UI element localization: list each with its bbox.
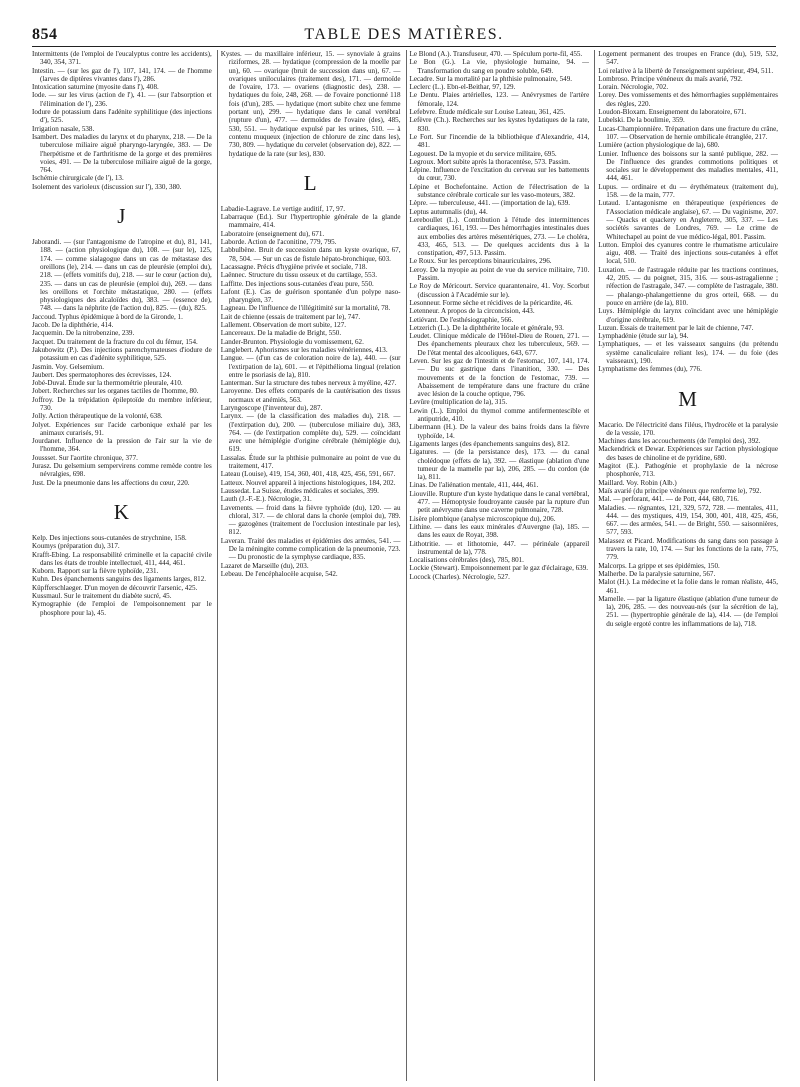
index-entry: Kystes. — du maxillaire inférieur, 15. — synoviale à grains riziformes, 28. — hydatique (compression de la moelle par un), 60. — ovarique (bruit de succession dans un), 67. — ovariques uniloculaires (traitement des), 171. — dermoïde de l'ovaire, 173. — ovariens (diagnostic des), 238. — hydatiques du foie, 248, 268. — de l'ovaire ponctionné 118 fois (d'un), 285. — hydatique (mort subite chez une femme portant un), 299. — hydatique dans le canal vertébral (rupture d'un), 477. — dermoïdes de l'ovaire (des), 485, 530, 551. — hydatique expulsé par les urines, 510. — à contenu muqueux (injection de chlorure de zinc dans les), 730, 809. — hydatique du cervelet (observation de), 822. — hydatique de la rate (sur les), 830. bbox=[220, 50, 401, 158]
index-entry: Just. De la pneumonie dans les affections du cœur, 220. bbox=[32, 478, 190, 487]
index-entry: Langlebert. Aphorismes sur les maladies vénériennes, 413. bbox=[220, 345, 388, 354]
index-entry: Lait de chienne (essais de traitement par le), 747. bbox=[220, 312, 361, 321]
index-entry: Letiévant. De l'esthésiographie, 566. bbox=[409, 315, 514, 324]
index-entry: Legouest. De la myopie et du service militaire, 695. bbox=[409, 149, 557, 158]
index-entry: Lunier. Influence des boissons sur la santé publique, 282. — De l'influence des grandes commotions politiques et sociales sur le développement des maladies mentales, 411, 444, 461. bbox=[598, 149, 778, 183]
index-entry: Lefebvre. Étude médicale sur Louise Lateau, 361, 425. bbox=[409, 108, 566, 117]
section-letter: M bbox=[678, 386, 698, 411]
index-entry: Leudet. Clinique médicale de l'Hôtel-Dieu de Rouen, 271. — Des épanchements pleuraux chez les tuberculeux, 569. — De l'état mental des alcooliques, 643, 677. bbox=[409, 332, 590, 357]
index-entry: Lisère plombique (analyse microscopique du), 206. bbox=[409, 514, 556, 523]
index-entry: Lépine et Bochefontaine. Action de l'électrisation de la substance cérébrale corticale sur les vaso-moteurs, 382. bbox=[409, 182, 590, 200]
index-entry: Leroy. De la myopie au point de vue du service militaire, 710. Passim. bbox=[409, 265, 590, 283]
index-columns bbox=[32, 50, 778, 1081]
index-entry: Lazaret de Marseille (du), 203. bbox=[220, 561, 309, 570]
index-entry: Linas. De l'aliénation mentale, 411, 444, 461. bbox=[409, 481, 539, 490]
index-entry: Lauth (J.-F.-E.). Nécrologie, 31. bbox=[220, 495, 312, 504]
index-entry: Maladies. — régnantes, 121, 329, 572, 728. — mentales, 411, 444. — des mystiques, 419, 154, 300, 401, 418, 425, 456, 667. — des armées, 541. — de Bright, 550. — saisonnières, 577, 593. bbox=[598, 503, 778, 537]
index-entry: Lander-Brunton. Physiologie du vomissement, 62. bbox=[220, 337, 364, 346]
index-entry: Le Dentu. Plaies artérielles, 123. — Anévrysmes de l'artère fémorale, 124. bbox=[409, 91, 590, 108]
index-entry: Joussset. Sur l'aortite chronique, 377. bbox=[32, 453, 138, 462]
index-entry: Letenneur. A propos de la circoncision, 443. bbox=[409, 307, 535, 316]
index-entry: Le Fort. Sur l'incendie de la bibliothèque d'Alexandrie, 414, 481. bbox=[409, 132, 590, 150]
index-entry: Malassez et Picard. Modifications du sang dans son passage à travers la rate, 10, 174. — Sur les fonctions de la rate, 775, 779. bbox=[598, 536, 778, 562]
index-entry: Intermittents (de l'emploi de l'eucalyptus contre les accidents), 340, 354, 371. bbox=[32, 50, 212, 67]
index-entry: Küpfferschlaeger. D'un moyen de découvrir l'arsenic, 425. bbox=[32, 583, 198, 592]
index-entry: Jacquet. Du traitement de la fracture du col du fémur, 154. bbox=[32, 337, 198, 346]
index-entry: Labarraque (Ed.). Sur l'hypertrophie générale de la glande mammaire, 414. bbox=[220, 213, 401, 230]
index-entry: Malherbe. De la paralysie saturnine, 567. bbox=[598, 569, 716, 578]
index-entry: Lacassagne. Précis d'hygiène privée et sociale, 718. bbox=[220, 262, 368, 271]
index-column-3 bbox=[406, 50, 590, 1081]
index-entry: Jolyet. Expériences sur l'acide carbonique exhalé par les animaux curarisés, 91. bbox=[32, 420, 212, 437]
index-entry: Intoxication saturnine (myosite dans l'), 408. bbox=[32, 83, 159, 92]
index-entry: Letzerich (L.). De la diphthérite locale et générale, 93. bbox=[409, 323, 564, 332]
index-entry: Lallement. Observation de mort subite, 127. bbox=[220, 321, 347, 330]
index-entry: Lanterman. Sur la structure des tubes nerveux à myéline, 427. bbox=[220, 379, 397, 388]
index-entry: Lorain. Nécrologie, 702. bbox=[598, 83, 669, 92]
index-entry: Laussedat. La Suisse, études médicales et sociales, 399. bbox=[220, 486, 379, 495]
index-entry: Irrigation nasale, 538. bbox=[32, 124, 95, 133]
page-header bbox=[32, 26, 776, 46]
index-entry: Laënnec. Structure du tissu osseux et du cartilage, 553. bbox=[220, 271, 377, 280]
index-entry: Libermann (H.). De la valeur des bains froids dans la fièvre typhoïde, 14. bbox=[409, 423, 590, 440]
index-entry: Laboratoire (enseignement du), 671. bbox=[220, 229, 325, 238]
index-entry: Logement permanent des troupes en France (du), 519, 532, 547. bbox=[598, 50, 778, 67]
index-entry: Malcorps. La grippe et ses épidémies, 150. bbox=[598, 561, 720, 570]
index-entry: Isambert. Des maladies du larynx et du pharynx, 218. — De la tuberculose miliaire aiguë pharyngo-laryngée, 383. — De l'herpétisme et de l'arthritisme de la gorge et des premières voies, 491. — De la tuberculose miliaire aiguë de la gorge, 764. bbox=[32, 132, 212, 175]
index-entry: Macario. De l'électricité dans l'iléus, l'hydrocèle et la paralysie de la vessie, 170. bbox=[598, 420, 778, 437]
index-entry: Lefèvre (Ch.). Recherches sur les kystes hydatiques de la rate, 830. bbox=[409, 116, 590, 133]
index-entry: Lépine. Influence de l'excitation du cerveau sur les battements du cœur, 730. bbox=[409, 166, 590, 183]
index-entry: Lumière (action physiologique de la), 680. bbox=[598, 141, 720, 150]
index-entry: Jurasz. Du gelsemium sempervirens comme remède contre les névralgies, 698. bbox=[32, 462, 212, 479]
index-entry: Maillard. Voy. Robin (Alb.) bbox=[598, 478, 677, 487]
index-entry: Langue. — (d'un cas de coloration noire de la), 440. — (sur l'extirpation de la), 601. — et l'épithélioma lingual (relation entre le psoriasis de la), 810. bbox=[220, 354, 401, 379]
index-entry: Lorey. Des vomissements et des hémorrhagies supplémentaires des règles, 220. bbox=[598, 91, 778, 108]
index-entry: Laroyenne. Des effets comparés de la cautérisation des tissus normaux et anémiés, 563. bbox=[220, 387, 401, 404]
index-entry: Ischémie chirurgicale (de l'), 13. bbox=[32, 174, 124, 183]
index-entry: Magitot (E.). Pathogénie et prophylaxie de la nécrose phosphorée, 713. bbox=[598, 462, 778, 479]
index-entry: Loudon-Bloxam. Enseignement du laboratoire, 671. bbox=[598, 108, 747, 117]
index-entry: Kuhn. Des épanchements sanguins des ligaments larges, 812. bbox=[32, 575, 207, 584]
index-entry: Intestin. — (sur les gaz de l'), 107, 141, 174. — de l'homme (larves de diptères vivantes dans l'), 286. bbox=[32, 66, 212, 83]
index-entry: Jolly. Action thérapeutique de la volonté, 638. bbox=[32, 412, 163, 421]
index-entry: Liouville. Rupture d'un kyste hydatique dans le canal vertébral, 477. — Hémoptysie foudroyante causée par la rupture d'un petit anévrysme dans une caverne pulmonaire, 728. bbox=[409, 489, 590, 515]
index-entry: Lafont (E.). Cas de guérison spontanée d'un polype naso-pharyngien, 37. bbox=[220, 287, 401, 305]
index-entry: Lockie (Stewart). Empoisonnement par le gaz d'éclairage, 639. bbox=[409, 564, 589, 573]
index-entry: Locock (Charles). Nécrologie, 527. bbox=[409, 572, 510, 581]
index-entry: Laveran. Traité des maladies et épidémies des armées, 541. — De la méningite comme complication de la pneumonie, 723. — Du pronostic de la symphyse cardiaque, 835. bbox=[220, 536, 401, 562]
index-entry: Lavements. — froid dans la fièvre typhoïde (du), 120. — au chloral, 317. — de chloral dans la chorée (emploi du), 789. — gazogènes (traitement de l'occlusion intestinale par les), 812. bbox=[220, 503, 401, 537]
index-entry: Lymphadénie (étude sur la), 94. bbox=[598, 332, 689, 341]
index-entry: Lancereaux. De la maladie de Bright, 550. bbox=[220, 329, 342, 338]
index-column-4 bbox=[594, 50, 778, 1081]
index-entry: Ligaments larges (des épanchements sanguins des), 812. bbox=[409, 439, 570, 448]
index-entry: Localisations cérébrales (des), 785, 801. bbox=[409, 556, 524, 565]
index-entry: Lateau (Louise), 419, 154, 360, 401, 418, 425, 456, 591, 667. bbox=[220, 470, 396, 479]
index-entry: Maïs avarié (du principe vénéneux que renferme le), 792. bbox=[598, 486, 762, 495]
index-entry: Larynx. — (de la classification des maladies du), 218. — (l'extirpation du), 200. — (tuberculose miliaire du), 383, 764. — (de l'extirpation complète du), 529. — coïncidant avec une hémiplégie d'origine cérébrale (hémiplégie du), 619. bbox=[220, 412, 401, 454]
index-entry: Malot (H.). La médecine et la folie dans le roman réaliste, 445, 461. bbox=[598, 578, 778, 595]
index-entry: Laborde. Action de l'aconitine, 779, 795. bbox=[220, 238, 337, 247]
index-entry: Jourdanet. Influence de la pression de l'air sur la vie de l'homme, 364. bbox=[32, 437, 212, 454]
index-entry: Lubelski. De la boulimie, 359. bbox=[598, 116, 685, 125]
index-entry: Lombroso. Principe vénéneux du maïs avarié, 792. bbox=[598, 74, 743, 83]
index-entry: Le Roux. Sur les perceptions binauriculaires, 296. bbox=[409, 257, 552, 266]
page-title: TABLE DES MATIÈRES. bbox=[304, 26, 504, 43]
index-entry: Lucas-Championnière. Trépanation dans une fracture du crâne, 107. — Observation de hernie ombilicale étranglée, 217. bbox=[598, 124, 778, 141]
index-entry: Jaubert. Des spermatophores des écrevisses, 124. bbox=[32, 370, 172, 379]
index-entry: Lymphatisme des femmes (du), 776. bbox=[598, 365, 702, 374]
index-entry: Lithotritie. — et lithotomie, 447. — périnéale (appareil instrumental de la), 778. bbox=[409, 539, 590, 556]
index-column-2 bbox=[217, 50, 401, 1081]
index-entry: Lewin (L.). Emploi du thymol comme antifermentescible et antiputride, 410. bbox=[409, 406, 590, 424]
index-entry: Lesonneur. Forme sèche et récidives de la péricardite, 46. bbox=[409, 298, 573, 307]
index-entry: Jacquemin. De la nitrobenzine, 239. bbox=[32, 329, 135, 338]
index-entry: Lassalas. Étude sur la phthisie pulmonaire au point de vue du traitement, 417. bbox=[220, 453, 401, 471]
index-entry: Krafft-Ebing. La responsabilité criminelle et la capacité civile dans les états de trouble intellectuel, 411, 444, 461. bbox=[32, 550, 212, 567]
index-entry: Jobert. Recherches sur les organes tactiles de l'homme, 80. bbox=[32, 387, 199, 396]
index-entry: Kussmaul. Sur le traitement du diabète sucré, 45. bbox=[32, 592, 172, 601]
index-entry: Latteux. Nouvel appareil à injections histologiques, 184, 202. bbox=[220, 478, 396, 487]
index-entry: Lutton. Emploi des cyanures contre le rhumatisme articulaire aigu, 408. — Traité des injections sous-cutanées à effet local, 510. bbox=[598, 240, 778, 266]
index-entry: Machines dans les accouchements (de l'emploi des), 392. bbox=[598, 437, 761, 446]
index-entry: Mamelle. — par la ligature élastique (ablation d'une tumeur de la), 206, 285. — des nouveau-nés (sur la sécrétion de la), 251. — (hypertrophie générale de la), 414. — (de l'emploi du seigle ergoté contre les inflammations de la), 718. bbox=[598, 594, 778, 628]
section-letter: K bbox=[113, 499, 130, 524]
index-entry: Mackendrick et Dewar. Expériences sur l'action physiologique des bases de chinoline et de pyridine, 680. bbox=[598, 445, 778, 462]
index-entry: Joffroy. De la trépidation épileptoïde du membre inférieur, 730. bbox=[32, 395, 212, 412]
index-entry: Le Blond (A.). Transfuseur, 470. — Spéculum porte-fil, 455. bbox=[409, 50, 583, 58]
index-entry: Loi relative à la libertè de l'enseignement supérieur, 494, 511. bbox=[598, 66, 774, 75]
section-letter: L bbox=[303, 170, 318, 195]
index-entry: Ligatures. — (de la persistance des), 173. — du canal cholédoque (effets de la), 392. — élastique (ablation d'une tumeur de la mamelle par la), 206, 285. — du cordon (de la), 811. bbox=[409, 448, 590, 482]
index-entry: Lymphatiques, — et les vaisseaux sanguins (du prétendu système canaliculaire reliant les), 174. — du foie (des vaisseaux), 190. bbox=[598, 340, 778, 365]
index-entry: Leven. Sur les gaz de l'intestin et de l'estomac, 107, 141, 174. — Du suc gastrique dans l'inanition, 330. — Des mouvements et de la fonction de l'estomac, 739. — Abaissement de température dans une fracture du crâne avec lésion de la couche optique, 796. bbox=[409, 356, 590, 399]
index-entry: Iode. — sur les virus (action de l'), 41. — (sur l'absorption et l'élimination de l'), 236. bbox=[32, 91, 212, 108]
index-entry: Kuborn. Rapport sur la fièvre typhoïde, 231. bbox=[32, 567, 159, 576]
index-entry: Laffitte. Des injections sous-cutanées d'eau pure, 550. bbox=[220, 279, 374, 288]
index-entry: Lebeau. De l'encéphalocèle acquise, 542. bbox=[220, 569, 338, 578]
index-entry: Jobé-Duval. Étude sur la thermométrie pleurale, 410. bbox=[32, 379, 183, 388]
index-entry: Lupus. — ordinaire et du — érythémateux (traitement du), 158. — de la main, 777. bbox=[598, 182, 778, 200]
page-number: 854 bbox=[32, 26, 58, 43]
index-entry: Luzun. Essais de traitement par le lait de chienne, 747. bbox=[598, 323, 754, 332]
index-entry: Kymographie (de l'emploi de l'empoisonnement par le phosphore pour la), 45. bbox=[32, 600, 212, 617]
index-entry: Mal. — perforant, 441. — de Pott, 444, 680, 716. bbox=[598, 495, 739, 504]
index-entry: Lithine. — dans les eaux minérales d'Auvergne (la), 185. — dans les eaux de Royat, 398. bbox=[409, 522, 590, 540]
index-entry: Le Roy de Méricourt. Service quarantenaire, 41. Voy. Scorbut (discussion à l'Académie sur le). bbox=[409, 282, 590, 299]
header-rule bbox=[32, 46, 776, 47]
index-entry: Jaborandi. — (sur l'antagonisme de l'atropine et du), 81, 141, 188. — (action physiologique du), 108. — (sur le), 125, 174. — comme sialagogue dans un cas de métastase des oreillons (le), 214. — dans un cas de pleurésie (emploi du), 218. — (effets vomitifs du), 218. — sur le cœur (action du), 235. — dans un cas de pleurésie (emploi du), 269. — dans les oreillons et l'orchite métastatique, 280. — (effets physiologiques des alcaloïdes du), 383. — (essence de), 748. — dans la néphrite (de l'action du), 825. — (du), 825. bbox=[32, 238, 212, 313]
index-entry: Levûre (multiplication de la), 315. bbox=[409, 398, 508, 407]
index-entry: Jasmin. Voy. Gelsemium. bbox=[32, 362, 104, 371]
index-entry: Luys. Hémiplégie du larynx coïncidant avec une hémiplégie d'origine cérébrale, 619. bbox=[598, 307, 778, 324]
index-entry: Koumys (préparation du), 317. bbox=[32, 542, 120, 551]
index-entry: Lereboullet (L.). Contribution à l'étude des intermittences cardiaques, 161, 193. — Des hémorrhagies intestinales dues aux embolies des artères mésentériques, 273. — Le choléra, 433, 465, 513. — De quelques accidents dus à la constipation, 497, 513. Passim. bbox=[409, 215, 590, 258]
index-entry: Le Bon (G.). La vie, physiologie humaine, 94. — Transformation du sang en poudre soluble, 649. bbox=[409, 58, 590, 75]
index-column-1 bbox=[32, 50, 212, 1081]
index-entry: Lutaud. L'antagonisme en thérapeutique (expériences de l'Association médicale anglaise), 67. — Du vaginisme, 207. — Quacks et quackery en Angleterre, 305, 337. — Les sociétés savantes de Londres, 769. — Le crime de Whitechapel au point de vue médico-légal, 801. Passim. bbox=[598, 199, 778, 241]
index-entry: Labbulbène. Bruit de succession dans un kyste ovarique, 67, 78, 504. — Sur un cas de fistule hépato-bronchique, 603. bbox=[220, 246, 401, 263]
index-entry: Jacob. De la diphthérie, 414. bbox=[32, 321, 114, 330]
index-entry: Legroux. Mort subite après la thoracentèse, 573. Passim. bbox=[409, 157, 571, 166]
index-entry: Kelp. Des injections sous-cutanées de strychnine, 158. bbox=[32, 533, 187, 542]
section-letter: J bbox=[117, 204, 127, 229]
index-entry: Luxation. — de l'astragale réduite par les tractions continues, 42, 205. — du poignet, 315, 316. — sous-astragalienne ; réfection de l'astragale, 347. — complète de l'astragale, 380. — phalango-phalangettienne du gros orteil, 668. — du pouce en arrière (de la), 810. bbox=[598, 265, 778, 307]
index-entry: Jaccoud. Typhus épidémique à bord de la Gironde, 1. bbox=[32, 312, 183, 321]
index-entry: Lèpre. — tuberculeuse, 441. — (importation de la), 639. bbox=[409, 199, 571, 208]
index-entry: Lecadre. Sur la mortalité par la phthisie pulmonaire, 549. bbox=[409, 74, 573, 83]
index-entry: Leclerc (L.). Ebn-el-Beithar, 97, 129. bbox=[409, 83, 516, 92]
index-entry: Lagneau. De l'influence de l'illégitimité sur la mortalité, 78. bbox=[220, 304, 391, 313]
index-entry: Leptus autumnalis (du), 44. bbox=[409, 207, 488, 216]
index-entry: Jakubowitz (P.). Des injections parenchymateuses d'iodure de potassium en cas d'adénite syphilitique, 525. bbox=[32, 345, 212, 363]
index-entry: Iodure de potassium dans l'adénite syphilitique (des injections d'), 525. bbox=[32, 108, 212, 125]
index-entry: Labadie-Lagrave. Le vertige auditif, 17, 97. bbox=[220, 204, 346, 213]
index-entry: Isolement des varioleux (discussion sur l'), 330, 380. bbox=[32, 182, 182, 191]
index-entry: Laryngoscope (l'inventeur du), 287. bbox=[220, 403, 323, 412]
